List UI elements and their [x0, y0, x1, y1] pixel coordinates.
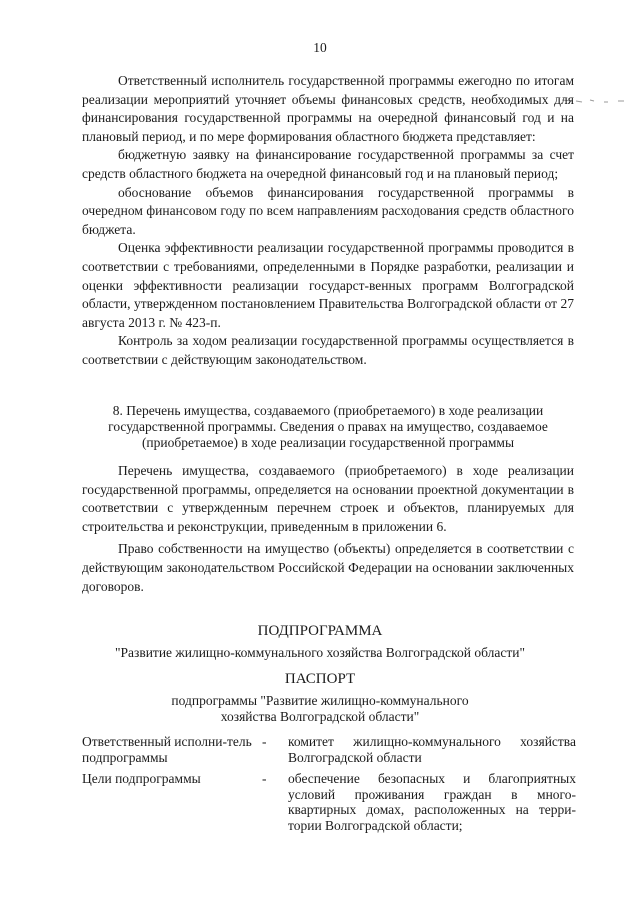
- paragraph-ownership-rights: Право собственности на имущество (объекты) определяется в соответствии с действующим законодательством Российской Федерации на основании заключенных договоров.: [82, 541, 574, 594]
- subprogram-name: "Развитие жилищно-коммунального хозяйства Волгоградской области": [114, 645, 526, 660]
- passport-subtitle: подпрограммы "Развитие жилищно-коммунального хозяйства Волгоградской области": [171, 693, 469, 724]
- property-text-block: [82, 462, 574, 596]
- passport-row-goals: [82, 771, 576, 837]
- passport-row-responsible: [82, 734, 576, 768]
- passport-row-dash: -: [262, 771, 267, 786]
- paragraph-budget-clarification: Ответственный исполнитель государственной программы ежегодно по итогам реализации мероприятий уточняет объемы финансовых средств, необходимых для финансирования государственной программы на очередной финансовый год и на плановый период, и по мере формирования областного бюджета представляет:: [82, 73, 574, 144]
- paragraph-budget-request: бюджетную заявку на финансирование государственной программы за счет средств областного бюджета на очередной финансовый год и на плановый период;: [82, 147, 574, 181]
- passport-row-value: комитет жилищно-коммунального хозяйства Волгоградской области: [288, 734, 576, 765]
- paragraph-control: Контроль за ходом реализации государственной программы осуществляется в соответствии с действующим законодательством.: [82, 333, 574, 367]
- passport-row-label: Ответственный исполни-тель подпрограммы: [82, 734, 252, 765]
- page-number: 10: [313, 40, 327, 55]
- passport-title: ПАСПОРТ: [284, 671, 356, 687]
- section-8-heading: 8. Перечень имущества, создаваемого (приобретаемого) в ходе реализации государственной программы. Сведения о правах на имущество, создаваемое (приобретаемое) в ходе реализации государственной программы: [108, 403, 548, 450]
- paragraph-efficiency-evaluation: Оценка эффективности реализации государственной программы проводится в соответствии с требованиями, определенными в Порядке разработки, реализации и оценки эффективности реализации государст-венных программ Волгоградской области, утвержденном постановлением Правительства Волгоградской области от 27 августа 2013 г. № 423-п.: [82, 240, 574, 330]
- responsible-text-block: [82, 72, 574, 370]
- paragraph-property-list: Перечень имущества, создаваемого (приобретаемого) в ходе реализации государственной программы, определяется на основании проектной документации в соответствии с утвержденным перечнем строек и объектов, планируемых для строительства и реконструкции, приведенным в приложении 6.: [82, 463, 574, 534]
- passport-row-label: Цели подпрограммы: [82, 771, 201, 786]
- passport-row-dash: -: [262, 734, 267, 749]
- paragraph-funding-justification: обоснование объемов финансирования государственной программы в очередном финансовом году по всем направлениям расходования средств областного бюджета.: [82, 184, 574, 237]
- passport-row-value: обеспечение безопасных и благоприятных условий проживания граждан в много-квартирных домах, расположенных на терри-тории Волгоградской области;: [288, 771, 576, 833]
- subprogram-title: ПОДПРОГРАММА: [257, 623, 383, 639]
